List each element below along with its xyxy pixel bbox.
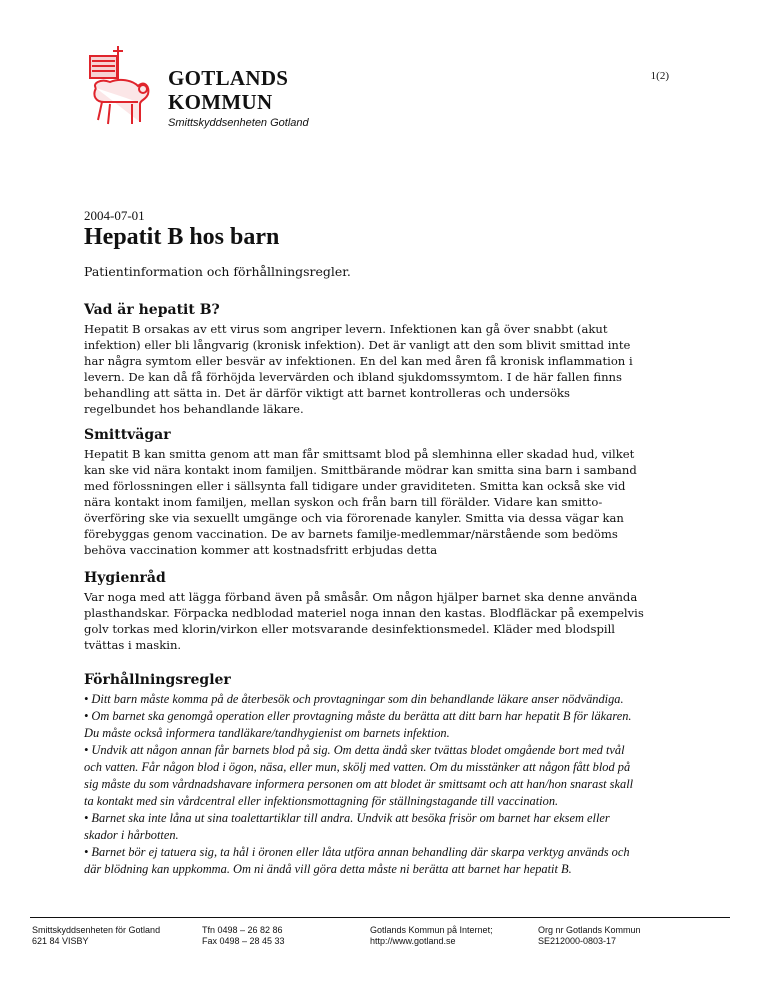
section-transmission <box>84 427 644 558</box>
footer-phone <box>202 925 285 947</box>
rule-item: • Barnet ska inte låna ut sina toalettartiklar till andra. Undvik att besöka frisör om barnet har eksem eller skador i hårbotten. <box>84 811 610 842</box>
rule-item: • Ditt barn måste komma på de återbesök och provtagningar som din behandlande läkare anser nödvändiga. <box>84 692 624 706</box>
organization-name <box>168 66 288 114</box>
page-number: 1(2) <box>650 70 669 82</box>
document-date: 2004-07-01 <box>84 208 145 223</box>
footer-website <box>370 925 493 947</box>
document-intro: Patientinformation och förhållningsregler. <box>84 264 351 279</box>
section-body: Var noga med att lägga förband även på småsår. Om någon hjälper barnet ska denne använda plasthandskar. Förpacka nedblodad materiel noga innan den kastas. Blodfläckar på exempelvis golv torkas med klorin/virkon eller motsvarande desinfektionsmedel. Kläder med blodspill tvättas i maskin. <box>84 590 644 652</box>
section-heading: Smittvägar <box>84 427 171 443</box>
footer-text: Gotlands Kommun på Internet; <box>370 925 493 935</box>
section-what-is-hepatitis-b <box>84 302 644 417</box>
footer-text: Smittskyddsenheten för Gotland <box>32 925 161 935</box>
footer-text: Org nr Gotlands Kommun <box>538 925 641 935</box>
footer-address <box>32 925 160 947</box>
organization-unit: Smittskyddsenheten Gotland <box>168 117 309 129</box>
org-name-line1: GOTLANDS <box>168 66 289 90</box>
section-heading: Hygienråd <box>84 570 166 586</box>
rule-item: • Undvik att någon annan får barnets blod på sig. Om detta ändå sker tvättas blodet omgående bort med tvål och vatten. Får någon blod i ögon, näsa, eller mun, skölj med vatten. Om du misstänker att någon fått blod på sig måste du som vårdnadshavare informera personen om att blodet är smittsamt och att han/hon snarast skall ta kontakt med sin vårdcentral eller infektionsmottagning för ställningstagande till vaccination. <box>84 743 634 808</box>
section-hygiene-advice <box>84 570 644 653</box>
footer-org-number <box>538 925 641 947</box>
section-conduct-rules <box>84 672 644 878</box>
section-heading: Förhållningsregler <box>84 672 231 688</box>
section-body: Hepatit B kan smitta genom att man får smittsamt blod på slemhinna eller skadad hud, vilket kan ske vid nära kontakt inom familjen. Smittbärande mödrar kan smitta sina barn i samband med förlossningen eller i sällsynta fall tidigare under graviditeten. Smitta kan också ske vid nära kontakt inom familjen, mellan syskon och från barn till förälder. Vidare kan smitto-överföring ske via sexuellt umgänge och via förorenade kanyler. Smitta via dessa vägar kan förebyggas genom vaccination. De av barnets familje-medlemmar/närstående som bedöms behöva vaccination kommer att kostnadsfritt erbjudas detta <box>84 447 637 557</box>
footer-text: 621 84 VISBY <box>32 936 89 946</box>
footer-text: Fax 0498 – 28 45 33 <box>202 936 285 946</box>
document-title: Hepatit B hos barn <box>84 224 280 250</box>
footer-text: SE212000-0803-17 <box>538 936 617 946</box>
org-name-line2: KOMMUN <box>168 90 273 114</box>
rule-item: • Barnet bör ej tatuera sig, ta hål i öronen eller låta utföra annan behandling där skarpa verktyg används och där blödning kan uppkomma. Om ni ändå vill göra detta måste ni berätta att barnet har hepatit B. <box>84 845 630 876</box>
gotland-ram-logo <box>82 44 154 134</box>
footer-divider <box>30 917 730 918</box>
rule-item: • Om barnet ska genomgå operation eller provtagning måste du berätta att ditt barn har hepatit B för läkaren. Du måste också informera tandläkare/tandhygienist om barnets infektion. <box>84 709 632 740</box>
footer-link[interactable]: http://www.gotland.se <box>370 936 456 946</box>
section-heading: Vad är hepatit B? <box>84 302 220 318</box>
section-body: Hepatit B orsakas av ett virus som angriper levern. Infektionen kan gå över snabbt (akut infektion) eller bli långvarig (kronisk infektion). Det är vanligt att den som blivit smittad inte har några symtom eller besvär av infektionen. En del kan med åren få kronisk inflammation i levern. De kan då få förhöjda levervärden och ibland sjukdomssymtom. I de här fallen finns behandling att sätta in. Det är därför viktigt att barnet kontrolleras och undersöks regelbundet hos behandlande läkare. <box>84 322 633 416</box>
footer-text: Tfn 0498 – 26 82 86 <box>202 925 283 935</box>
